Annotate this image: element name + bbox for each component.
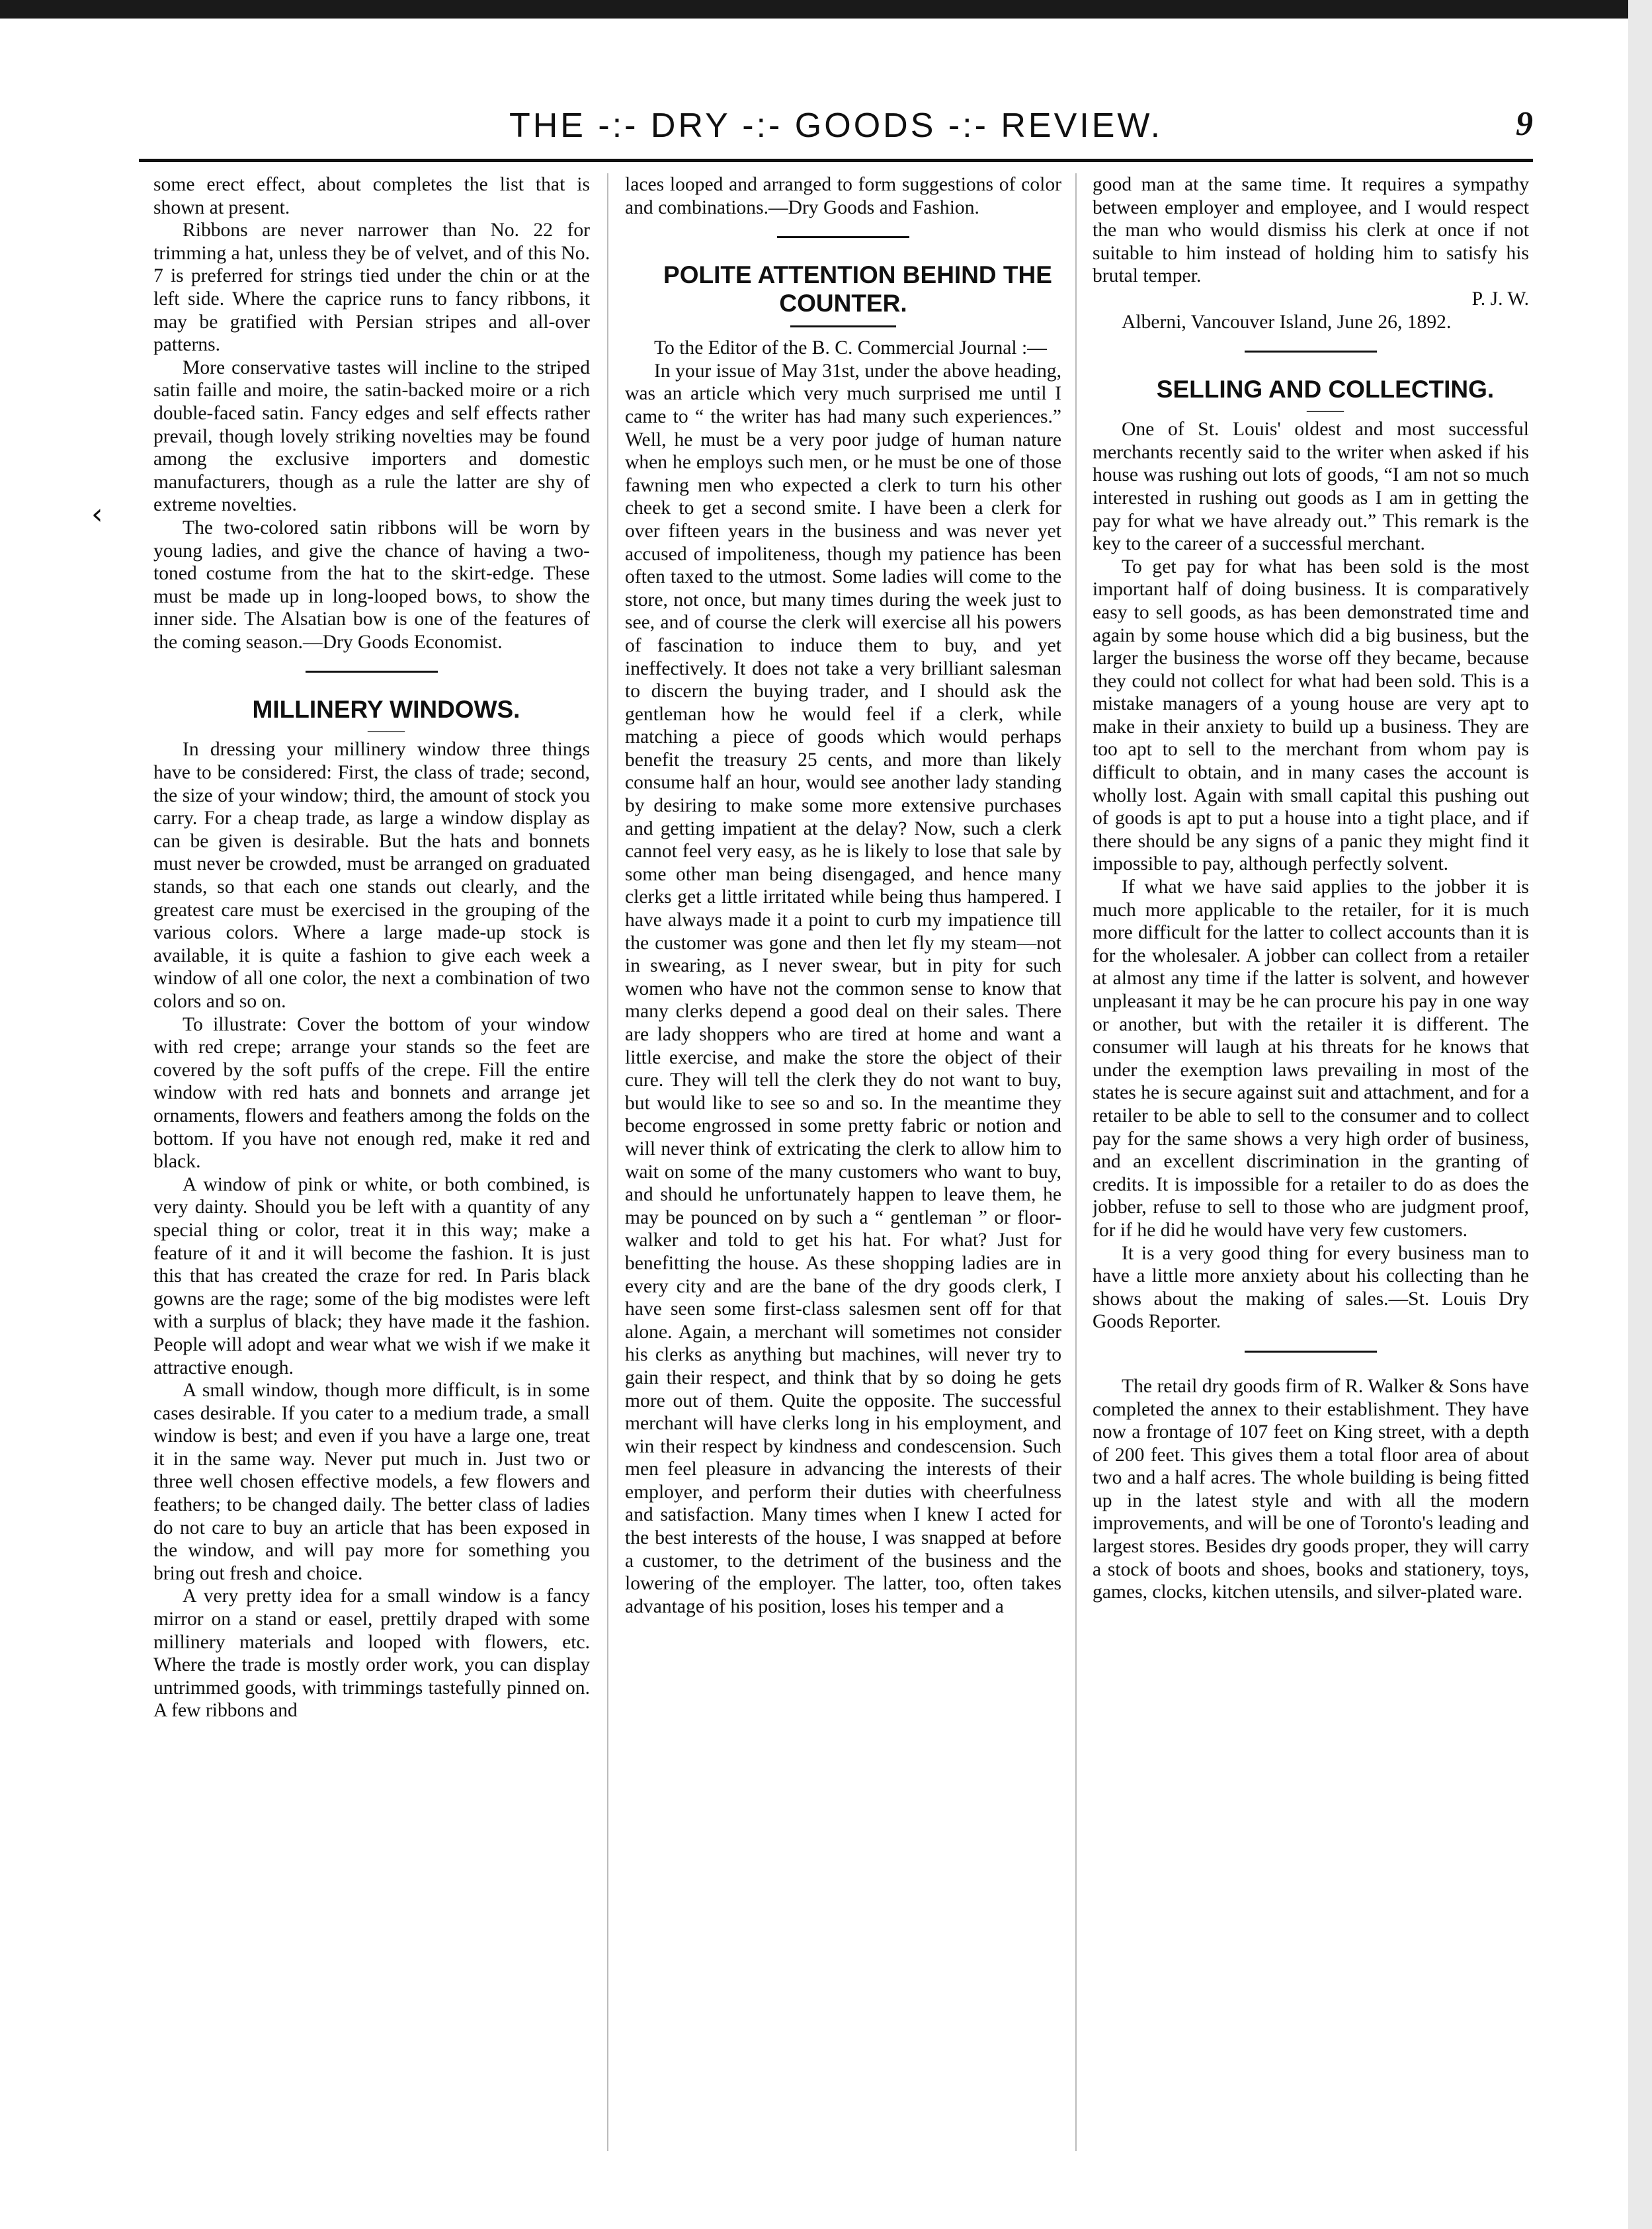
paragraph: If what we have said applies to the jobber it is much more applicable to the retailer, for it is much more difficult for the latter to collect accounts than it is for the wholesaler. A jobber can collect from a retailer at almost any time if the latter is solvent, and however unpleasant it may be he can procure his pay in one way or another, but with the retailer it is different. The consumer will laugh at his threats for he knows that under the exemption laws prevailing in most of the states he is secure against suit and attachment, and for a retailer to be able to sell to the consumer and to collect pay for the same shows a very high order of business, and an excellent discrimination in the granting of credits. It is impossible for a retailer to do as does the jobber, refuse to sell to those who are judgment proof, for if he did he would have very few customers. [1093, 876, 1529, 1241]
paragraph: A window of pink or white, or both combined, is very dainty. Should you be left with a quantity of any special thing or color, treat it in this way; make a feature of it and it will become the fashion. It is just this that has created the craze for red. In Paris black gowns are the rage; some of the big modistes were left with a surplus of black; they have made it the fashion. People will adopt and wear what we wish if we make it attractive enough. [153, 1173, 590, 1378]
column-3 [1093, 173, 1529, 2154]
article-heading: MILLINERY WINDOWS. [252, 696, 520, 724]
paragraph: One of St. Louis' oldest and most successful merchants recently said to the writer when asked if his house was rushing out lots of goods, “I am not so much interested in rushing out goods as I am in getting the pay for what we have already out.” This remark is the key to the career of a successful merchant. [1093, 419, 1529, 555]
page-header [139, 99, 1533, 162]
paragraph: In your issue of May 31st, under the above heading, was an article which very much surprised me until I came to “ the writer has had many such experiences.” Well, he must be a very poor judge of human nature when he employs such men, or he must be one of those fawning men who expected a clerk to turn his other cheek to get a second smite. I have been a clerk for over fifteen years in the business and was never yet accused of impoliteness, though my patience has been often taxed to the utmost. Some ladies will come to the store, not once, but many times during the week just to see, and of course the clerk will exercise all his powers of fascination to induce them to buy, and yet ineffectively. It does not take a very brilliant salesman to discern the buying trader, and I should ask the gentleman how he would feel if a clerk, while matching a piece of goods which would perhaps benefit the treasury 25 cents, and more than likely consume half an hour, would see another lady standing by desiring to make some more extensive purchases and getting impatient at the delay? Now, such a clerk cannot feel very easy, as he is likely to lose that sale by some other man being disengaged, and hence many clerks get a little irritated while being thus hampered. I have always made it a point to curb my impatience till the customer was gone and then let fly my steam—not in swearing, as I never swear, but in pity for such women who have not the common sense to know that many clerks depend a good deal on their sales. There are lady shoppers who are tired at home and want a little exercise, and make the store the object of their cure. They will tell the clerk they do not want to buy, but would like to see so and so. In the meantime they become engrossed in some pretty fabric or notion and will never think of extricating the clerk to allow him to wait on some of the many customers who want to buy, and should he unfortunately happen to leave them, he may be pounced on by such a “ gentleman ” or floor-walker and told to get his hat. For what? Just for benefitting the house. As these shopping ladies are in every city and are the bane of the dry goods clerk, I have seen some first-class salesmen sent off for that alone. Again, a merchant will sometimes not consider his clerks as anything but machines, will never try to gain their respect, and think that by so doing he gets more out of them. Quite the opposite. The successful merchant will have clerks long in his employment, and win their respect by kindness and condescension. Such men feel pleasure in advancing the interests of their employer, and perform their duties with cheerfulness and satisfaction. Many times when I knew I acted for the best interests of the house, I was snapped at before a customer, to the detriment of the business and the lowering of the employer. The latter, too, often takes advantage of his position, loses his temper and a [625, 360, 1061, 1617]
paragraph: It is a very good thing for every business man to have a little more anxiety about his collecting than he shows about the making of sales.—St. Louis Dry Goods Reporter. [1093, 1242, 1529, 1333]
paragraph: A small window, though more difficult, is in some cases desirable. If you cater to a medium trade, a small window is best; and even if you have a large one, treat it in the same way. Never put much in. Just two or three well chosen effective models, a few flowers and feathers; to be changed daily. The better class of ladies do not care to buy an article that has been exposed in the window, and will pay more for something you bring out fresh and choice. [153, 1380, 590, 1584]
section-divider [306, 671, 438, 673]
heading-dash: —— [368, 720, 405, 741]
publication-title: THE -:- DRY -:- GOODS -:- REVIEW. [509, 106, 1163, 145]
letter-dateline: Alberni, Vancouver Island, June 26, 1892. [1122, 311, 1452, 333]
section-divider [1245, 1351, 1377, 1353]
article-heading: SELLING AND COLLECTING. [1156, 376, 1495, 403]
margin-arrow-mark: ‹ [91, 497, 103, 531]
column-divider [607, 173, 608, 2151]
paragraph: good man at the same time. It requires a sympathy between employer and employee, and I would respect the man who would dismiss his clerk at once if not suitable to him instead of holding him to satisfy his brutal temper. [1093, 174, 1529, 287]
column-2 [625, 173, 1061, 2154]
paragraph: laces looped and arranged to form suggestions of color and combinations.—Dry Goods and Fashion. [625, 174, 1061, 218]
page-number: 9 [1516, 105, 1533, 143]
paragraph: In dressing your millinery window three things have to be considered: First, the class of trade; second, the size of your window; third, the amount of stock you carry. For a cheap trade, as large a window display as can be given is desirable. But the hats and bonnets must never be crowded, must be arranged on graduated stands, so that each one stands out clearly, and the greatest care must be exercised in the grouping of the various colors. Where a large made-up stock is available, it is quite a fashion to give each week a window of all one color, the next a combination of two colors and so on. [153, 739, 590, 1012]
paragraph: A very pretty idea for a small window is a fancy mirror on a stand or easel, prettily draped with some millinery materials and looped with flowers, etc. Where the trade is mostly order work, you can display untrimmed goods, with trimmings tastefully pinned on. A few ribbons and [153, 1585, 590, 1722]
section-divider [1245, 351, 1377, 353]
section-divider [777, 236, 909, 238]
paragraph: some erect effect, about completes the list that is shown at present. [153, 174, 590, 218]
paragraph: Ribbons are never narrower than No. 22 for trimming a hat, unless they be of velvet, and of this No. 7 is preferred for strings tied under the chin or at the left side. Where the caprice runs to fancy ribbons, it may be gratified with Persian stripes and all-over patterns. [153, 220, 590, 356]
paragraph: To get pay for what has been sold is the most important half of doing business. It is comparatively easy to sell goods, as has been demonstrated time and again by some house which did a big business, but the larger the business the worse off they became, because they could not collect for what had been sold. This is a mistake managers of a young house are very apt to make in their anxiety to build up a business. They are too apt to sell to the merchant from whom pay is difficult to obtain, and in many cases the account is wholly lost. Again with small capital this pushing out of goods is apt to put a house into a tight place, and if there should be any signs of a panic they might find it impossible to pay, although perfectly solvent. [1093, 556, 1529, 875]
heading-rule [790, 325, 896, 327]
paragraph: More conservative tastes will incline to the striped satin faille and moire, the satin-backed moire or a rich double-faced satin. Fancy edges and self effects rather prevail, though lovely striking novelties may be found among the exclusive importers and domestic manufacturers, though as a rule the latter are shy of extreme novelties. [153, 357, 590, 516]
column-divider [1075, 173, 1077, 2151]
page-right-edge [1628, 0, 1652, 2229]
paragraph: To illustrate: Cover the bottom of your window with red crepe; arrange your stands so the feet are covered by the soft puffs of the crepe. Fill the entire window with red hats and bonnets and arrange jet ornaments, flowers and feathers among the folds on the bottom. If you have not enough red, make it red and black. [153, 1013, 590, 1173]
paragraph: The retail dry goods firm of R. Walker & Sons have completed the annex to their establishment. They have now a frontage of 107 feet on King street, with a depth of 200 feet. This gives them a total floor area of about two and a half acres. The whole building is being fitted up in the latest style and with all the modern improvements, and will be one of Toronto's leading and largest stores. Besides dry goods proper, they will carry a stock of boots and shoes, books and stationery, toys, games, clocks, kitchen utensils, and silver-plated ware. [1093, 1375, 1529, 1603]
paragraph: The two-colored satin ribbons will be worn by young ladies, and give the chance of having a two-toned costume from the hat to the skirt-edge. These must be made up in long-looped bows, to show the inner side. The Alsatian bow is one of the features of the coming season.—Dry Goods Economist. [153, 517, 590, 653]
column-1 [153, 173, 590, 2154]
letter-signature: P. J. W. [1471, 288, 1529, 310]
page-top-edge [0, 0, 1652, 19]
article-heading: POLITE ATTENTION BEHIND THE COUNTER. [663, 261, 1052, 317]
letter-salutation: To the Editor of the B. C. Commercial Journal :— [654, 337, 1047, 359]
heading-dash: —— [1307, 400, 1344, 421]
